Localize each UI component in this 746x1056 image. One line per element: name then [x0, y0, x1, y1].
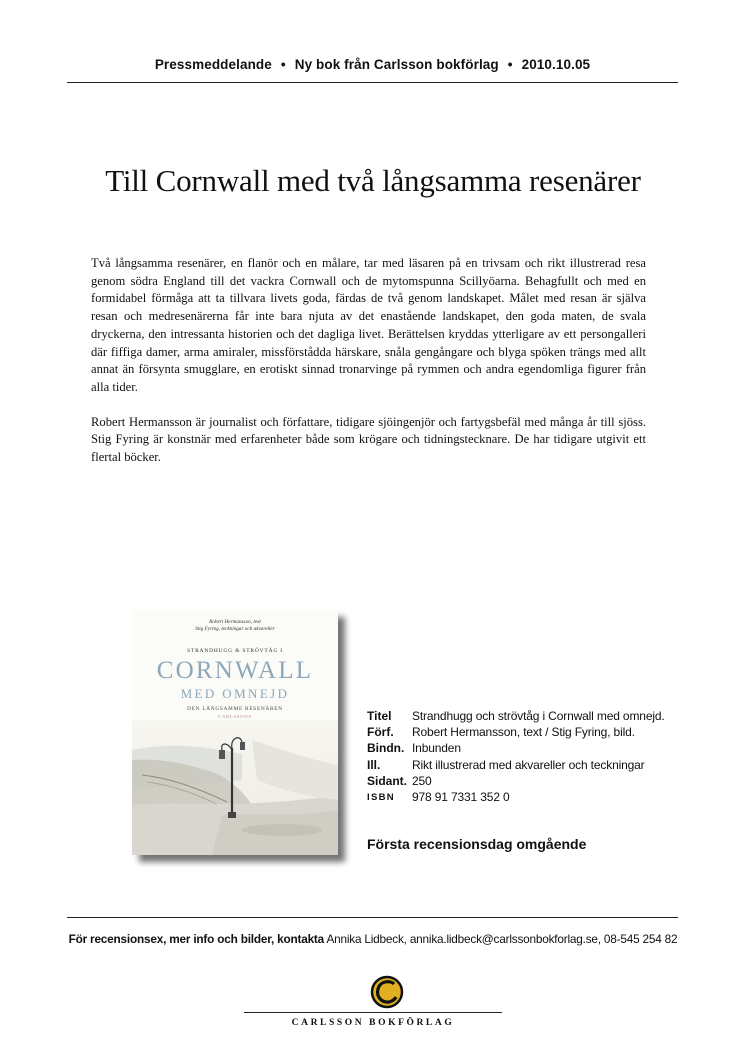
info-key: Sidant.	[367, 773, 408, 788]
first-review-date: Första recensionsdag omgående	[367, 836, 587, 852]
header-separator: •	[280, 57, 286, 72]
logo-divider	[244, 1012, 502, 1013]
cover-credit-author: Robert Hermansson, text	[209, 619, 261, 625]
cover-subtitle: DEN LÅNGSAMME RESENÄREN	[187, 706, 283, 712]
body-paragraph: Två långsamma resenärer, en flanör och en målare, tar med läsaren på en trivsam och rikt illustrerad resa genom södra England till det vackra Cornwall och de mytomspunna Scillyöarna. Behagfullt och med en formidabel förmåga att ta tillvara livets goda, färdas de två genom landskapet. Målet med resan är själva resan och medresenärerna får inte bara njuta av det enastående landskapet, den goda maten, de svala dryckerna, den intressanta historien och det dagliga livet. Berättelsen kryddas ytterligare av ett persongalleri där fiffiga damer, arma amiraler, missförstådda härskare, snåla gengångare och blyga spöken trängs med allt annat än försynta smugglare, en erotiskt sinnad tronarvinge på rymmen och andra egendomliga figurer från alla tider.	[91, 256, 646, 394]
info-row-isbn	[367, 789, 665, 806]
body-paragraph: Robert Hermansson är journalist och författare, tidigare sjöingenjör och fartygsbefäl med många år till sjöss. Stig Fyring är konstnär med erfarenheter både som krögare och tidningstecknare. De har tidigare utgivit ett flertal böcker.	[91, 414, 646, 465]
page-title: Till Cornwall med två långsamma resenärer	[105, 163, 641, 198]
info-row-title	[367, 708, 665, 724]
info-key: Bindn.	[367, 741, 405, 756]
cover-watercolor-illustration	[132, 720, 338, 855]
contact-line	[0, 932, 746, 946]
cover-series: STRANDHUGG & STRÖVTÅG I	[187, 648, 283, 654]
info-value: 250	[412, 773, 432, 788]
info-key: Ill.	[367, 757, 381, 772]
header-divider	[67, 82, 678, 83]
info-value: Robert Hermansson, text / Stig Fyring, bild.	[412, 725, 635, 740]
cover-title: CORNWALL	[156, 657, 314, 684]
info-key: Förf.	[367, 725, 394, 740]
info-value: Rikt illustrerad med akvareller och teckningar	[412, 757, 645, 772]
contact-details: Annika Lidbeck, annika.lidbeck@carlssonbokforlag.se, 08-545 254 82	[324, 932, 678, 946]
header-label: Pressmeddelande	[154, 57, 272, 72]
header-separator: •	[507, 57, 513, 72]
footer-divider	[67, 917, 678, 918]
press-header	[67, 57, 678, 72]
info-key: ISBN	[367, 792, 395, 804]
cover-credits	[132, 619, 338, 633]
carlsson-logo-icon	[370, 975, 404, 1009]
info-row-binding	[367, 740, 665, 756]
press-body	[91, 255, 646, 484]
info-key: Titel	[367, 709, 392, 723]
cover-title-sub: MED OMNEJD	[180, 686, 290, 701]
cover-credit-illustrator: Stig Fyring, teckningar och akvareller	[195, 626, 275, 632]
book-cover	[132, 610, 338, 855]
book-info	[367, 708, 665, 806]
info-value: Strandhugg och strövtåg i Cornwall med omnejd.	[412, 709, 665, 723]
info-row-illustrations	[367, 757, 665, 773]
info-value: 978 91 7331 352 0	[412, 790, 510, 805]
header-publisher-note: Ny bok från Carlsson bokförlag	[294, 57, 499, 72]
cover-publisher: CARLSSONS	[218, 714, 252, 719]
header-date: 2010.10.05	[521, 57, 591, 72]
info-row-pages	[367, 773, 665, 789]
info-row-author	[367, 724, 665, 740]
contact-label: För recensionsex, mer info och bilder, kontakta	[68, 932, 325, 946]
info-value: Inbunden	[412, 741, 461, 756]
publisher-name: CARLSSON BOKFÖRLAG	[291, 1018, 455, 1028]
